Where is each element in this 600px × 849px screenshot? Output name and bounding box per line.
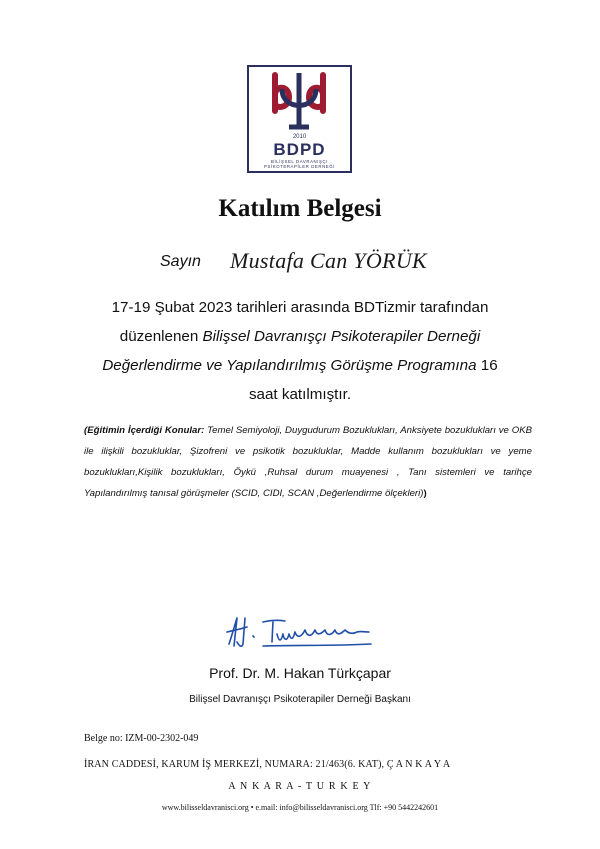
document-number: Belge no: IZM-00-2302-049	[84, 733, 199, 744]
topics-close-paren: )	[423, 488, 427, 499]
logo-name: BDPD	[273, 140, 326, 159]
recipient-name: Mustafa Can YÖRÜK	[230, 248, 428, 273]
topics-text: Temel Semiyoloji, Duygudurum Bozuklukları, Anksiyete bozuklukları ve OKB ile ilişkili bozukluklar, Şizofreni ve psikotik bozukluklar, Madde kullanım bozuklukları ve yeme bozuklukları,Kişilik bozuklukları, Öykü ,Ruhsal durum muayenesi , Tanı sistemleri ve tarihçe Yapılandırılmış tanısal görüşmeler (SCID, CIDI, SCAN ,Değerlendirme ölçekleri)	[84, 425, 533, 499]
association-name: Bilişsel Davranışçı Psikoterapiler Derneği	[202, 328, 481, 345]
contact-footer: www.bilisseldavranisci.org • e.mail: info@bilisseldavranisci.org Tlf: +90 5442242601	[161, 803, 439, 812]
signer-role: Bilişsel Davranışçı Psikoterapiler Derneği Başkanı	[189, 694, 411, 705]
association-logo	[247, 65, 352, 173]
salutation: Sayın	[160, 253, 201, 270]
body-line-2-prefix: düzenlenen	[119, 328, 203, 345]
logo-subtitle-line2: PSİKOTERAPİLER DERNEĞİ	[264, 164, 335, 169]
topics-label: Eğitimin İçerdiği Konular:	[87, 425, 205, 436]
topics-open-paren: (	[84, 425, 88, 436]
address-line-1: İRAN CADDESİ, KARUM İŞ MERKEZİ, NUMARA: 21/463(6. KAT), Ç A N K A Y A	[84, 759, 451, 770]
address-line-2: A N K A R A - T U R K E Y	[228, 781, 372, 792]
body-line-1: 17-19 Şubat 2023 tarihleri arasında BDTizmir tarafından	[111, 299, 489, 316]
handwritten-signature	[225, 612, 375, 657]
body-line-2	[60, 322, 540, 351]
certificate-title: Katılım Belgesi	[218, 195, 382, 222]
body-line-4: saat katılmıştır.	[248, 386, 352, 403]
program-name: Değerlendirme ve Yapılandırılmış Görüşme Programına	[102, 357, 477, 374]
logo-subtitle-line1: BİLİŞSEL DAVRANIŞÇI	[270, 159, 328, 164]
signer-name: Prof. Dr. M. Hakan Türkçapar	[209, 665, 391, 681]
psi-emblem-icon	[249, 67, 349, 137]
body-line-3	[60, 351, 540, 380]
hours-value: 16	[476, 357, 498, 374]
training-topics	[84, 420, 532, 504]
logo-year: 2010	[292, 134, 307, 140]
